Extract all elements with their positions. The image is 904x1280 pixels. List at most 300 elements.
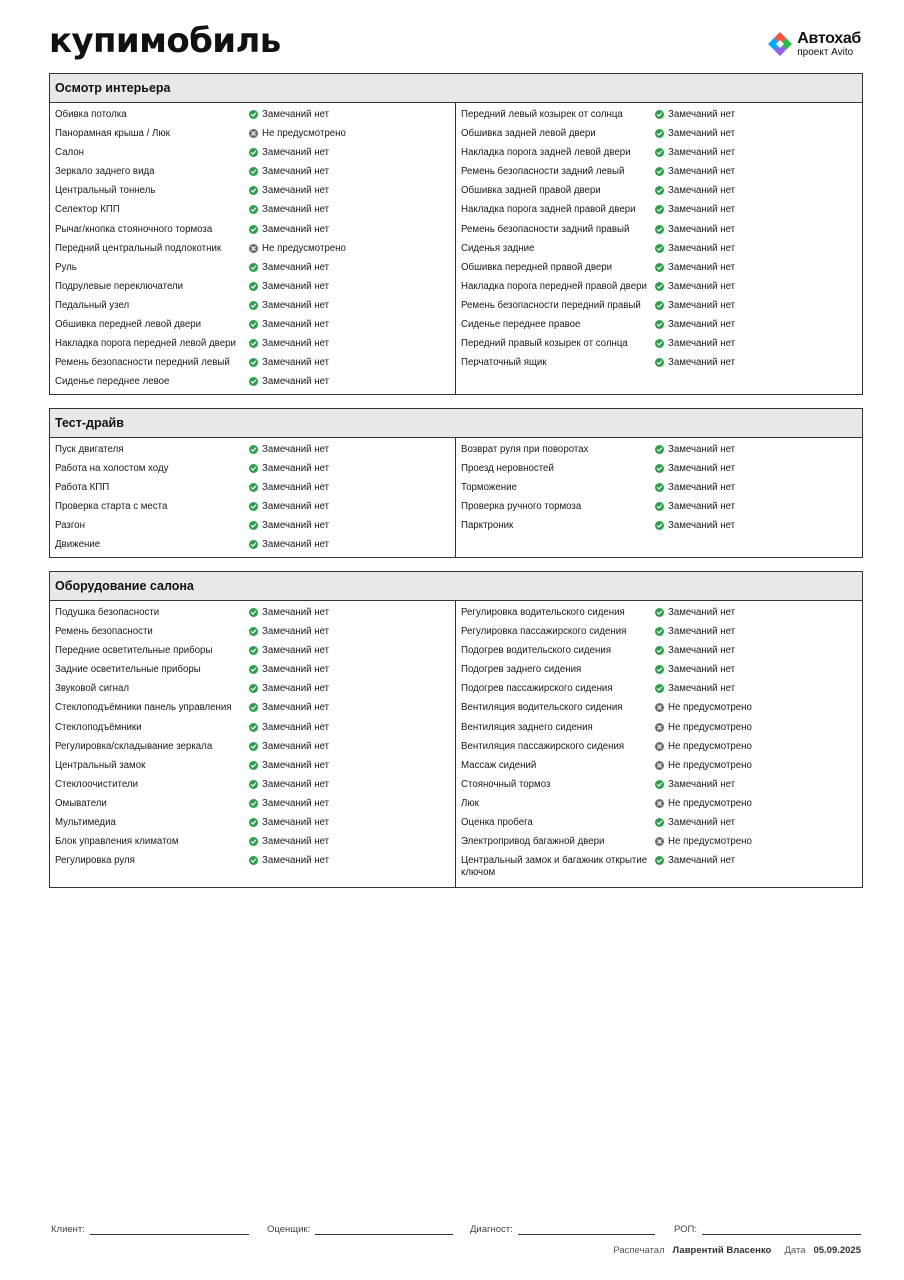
status-text: Замечаний нет [262,299,330,311]
check-circle-icon [249,483,258,492]
date-label: Дата [784,1245,806,1256]
item-label: Накладка порога задней правой двери [461,204,636,216]
item-label: Вентиляция заднего сидения [461,721,593,733]
item-status [249,741,329,759]
checklist-row [456,184,862,203]
partner-subtitle: проект Avito [797,46,854,58]
item-status [249,683,329,701]
item-status [655,741,752,759]
checklist-row [50,797,455,816]
item-status [249,836,329,854]
check-circle-icon [655,665,664,674]
status-text: Замечаний нет [262,539,330,551]
checklist-row [50,663,455,682]
item-status [249,204,329,222]
check-circle-icon [655,483,664,492]
item-status [655,683,735,701]
status-text: Не предусмотрено [668,721,752,733]
section-title: Тест-драйв [50,409,862,438]
item-label: Передний левый козырек от солнца [461,109,623,120]
check-circle-icon [655,521,664,530]
status-text: Замечаний нет [262,204,330,216]
diagnost-label: Диагност: [470,1224,513,1235]
checklist-row [50,606,455,625]
item-status [655,482,735,500]
check-circle-icon [249,608,258,617]
item-status [249,722,329,740]
checklist-row [50,242,455,261]
item-status [655,501,735,519]
status-text: Замечаний нет [262,645,330,657]
checklist-row [50,854,455,873]
status-text: Замечаний нет [262,185,330,197]
rop-signature-line [702,1222,861,1235]
status-text: Замечаний нет [262,338,330,350]
checklist-row [456,443,862,462]
checklist-row [50,280,455,299]
item-label: Сиденья задние [461,242,535,254]
item-status [655,626,735,644]
print-date: 05.09.2025 [813,1245,861,1256]
status-text: Не предусмотрено [262,128,346,140]
item-status [249,501,329,519]
item-status [655,185,735,203]
check-circle-icon [249,186,258,195]
check-circle-icon [249,110,258,119]
check-circle-icon [249,377,258,386]
check-circle-icon [655,148,664,157]
status-text: Замечаний нет [262,778,330,790]
check-circle-icon [249,205,258,214]
check-circle-icon [655,282,664,291]
checklist-row [50,500,455,519]
status-text: Не предусмотрено [668,797,752,809]
status-text: Замечаний нет [668,607,736,618]
item-status [249,338,329,356]
item-label: Ремень безопасности [55,626,153,638]
item-label: Блок управления климатом [55,836,179,848]
checklist-row [456,318,862,337]
check-circle-icon [655,818,664,827]
status-text: Замечаний нет [668,520,736,532]
item-status [655,243,735,261]
item-label: Регулировка/складывание зеркала [55,740,213,752]
status-text: Замечаний нет [262,147,330,159]
item-status [655,357,735,375]
checklist-row [50,701,455,720]
item-label: Проверка старта с места [55,501,168,513]
check-circle-icon [249,167,258,176]
status-text: Замечаний нет [262,836,330,848]
item-status [249,482,329,500]
partner-name: Автохаб [797,29,861,47]
brand-logo: купимобиль [49,21,281,61]
item-label: Подрулевые переключатели [55,280,184,292]
check-circle-icon [249,665,258,674]
check-circle-icon [249,723,258,732]
item-status [655,760,752,778]
checklist-row [456,299,862,318]
checklist-row [50,337,455,356]
item-status [249,166,329,184]
item-label: Обшивка задней левой двери [461,128,596,140]
item-status [655,520,735,538]
item-label: Ремень безопасности задний левый [461,166,625,178]
status-text: Замечаний нет [262,280,330,292]
checklist-row [456,462,862,481]
status-text: Замечаний нет [668,357,736,369]
item-label: Регулировка пассажирского сидения [461,626,627,638]
section-title: Оборудование салона [50,572,862,601]
item-label: Центральный тоннель [55,185,156,197]
checklist-row [50,165,455,184]
item-label: Вентиляция пассажирского сидения [461,740,625,752]
item-label: Педальный узел [55,299,130,311]
item-label: Звуковой сигнал [55,683,130,695]
printed-label: Распечатал [613,1245,665,1256]
appraiser-signature-line [315,1222,453,1235]
checklist-row [456,682,862,701]
checklist-row [456,778,862,797]
item-status [249,147,329,165]
item-label: Обшивка задней правой двери [461,185,601,197]
status-text: Замечаний нет [668,204,736,216]
item-status [655,319,735,337]
item-label: Стеклоочистители [55,778,138,790]
checklist-row [50,644,455,663]
item-label: Вентиляция водительского сидения [461,702,623,714]
checklist-row [50,778,455,797]
checklist-row [456,835,862,854]
checklist-row [456,261,862,280]
status-text: Замечаний нет [668,683,736,695]
checklist-row [50,538,455,557]
check-circle-icon [655,445,664,454]
item-label: Центральный замок [55,759,146,771]
status-text: Замечаний нет [668,109,736,120]
item-label: Оценка пробега [461,817,533,829]
item-status [655,779,735,797]
status-text: Замечаний нет [262,501,330,513]
checklist-row [456,759,862,778]
item-label: Электропривод багажной двери [461,836,605,848]
status-text: Замечаний нет [668,626,736,638]
item-status [655,607,735,625]
check-circle-icon [655,780,664,789]
checklist-row [456,797,862,816]
client-label: Клиент: [51,1224,85,1235]
check-circle-icon [249,761,258,770]
item-status [249,607,329,625]
item-label: Накладка порога задней левой двери [461,147,631,159]
item-label: Руль [55,261,77,273]
check-circle-icon [249,684,258,693]
item-label: Накладка порога передней правой двери [461,280,647,292]
check-circle-icon [655,167,664,176]
checklist-row [50,759,455,778]
checklist-row [50,223,455,242]
item-label: Стеклоподъёмники панель управления [55,702,232,714]
item-label: Мультимедиа [55,817,116,829]
item-label: Подогрев пассажирского сидения [461,683,613,695]
status-text: Замечаний нет [262,482,330,494]
item-status [655,855,735,879]
checklist-row [456,280,862,299]
item-status [249,243,346,261]
checklist-row [456,740,862,759]
checklist-row [50,318,455,337]
item-label: Селектор КПП [55,204,120,216]
checklist-row [456,242,862,261]
check-circle-icon [655,339,664,348]
checklist-row [50,740,455,759]
checklist-row [456,854,862,879]
check-circle-icon [249,627,258,636]
item-label: Омыватели [55,797,107,809]
check-circle-icon [655,320,664,329]
page-header [49,18,863,66]
item-status [249,817,329,835]
status-text: Замечаний нет [668,319,736,331]
checklist-row [456,500,862,519]
item-label: Подушка безопасности [55,607,160,618]
item-label: Работа на холостом ходу [55,463,169,475]
checklist-row [456,146,862,165]
status-text: Замечаний нет [668,645,736,657]
check-circle-icon [249,282,258,291]
item-status [655,722,752,740]
item-status [249,376,329,394]
check-circle-icon [249,837,258,846]
status-text: Замечаний нет [668,482,736,494]
item-status [655,836,752,854]
item-label: Стеклоподъёмники [55,721,142,733]
check-circle-icon [249,818,258,827]
section-test-drive [49,408,863,558]
item-label: Работа КПП [55,482,110,494]
checklist-row [50,108,455,127]
status-text: Замечаний нет [262,740,330,752]
item-status [249,520,329,538]
check-circle-icon [655,502,664,511]
item-status [249,357,329,375]
check-circle-icon [249,445,258,454]
item-label: Панорамная крыша / Люк [55,128,170,140]
check-circle-icon [655,358,664,367]
check-circle-icon [655,244,664,253]
check-circle-icon [655,129,664,138]
item-status [249,779,329,797]
checklist-row [50,261,455,280]
appraiser-label: Оценщик: [267,1224,311,1235]
status-text: Замечаний нет [668,223,736,235]
item-status [655,109,735,127]
item-status [249,760,329,778]
item-status [249,645,329,663]
item-label: Перчаточный ящик [461,357,547,369]
check-circle-icon [655,627,664,636]
checklist-row [50,184,455,203]
item-label: Салон [55,147,84,159]
status-text: Замечаний нет [262,166,330,178]
section-interior [49,73,863,395]
check-circle-icon [249,540,258,549]
diagnost-signature-line [518,1222,655,1235]
checklist-row [456,721,862,740]
status-text: Замечаний нет [262,357,330,369]
item-label: Торможение [461,482,517,494]
check-circle-icon [655,464,664,473]
item-status [655,463,735,481]
status-text: Не предусмотрено [668,740,752,752]
check-circle-icon [249,225,258,234]
item-label: Сиденье переднее левое [55,376,170,388]
item-label: Обшивка передней левой двери [55,319,202,331]
item-label: Люк [461,797,479,809]
status-text: Замечаний нет [668,185,736,197]
checklist-row [50,625,455,644]
item-status [655,224,735,242]
item-label: Обивка потолка [55,109,127,120]
checklist-row [50,721,455,740]
status-text: Замечаний нет [668,299,736,311]
checklist-row [456,127,862,146]
status-text: Замечаний нет [668,261,736,273]
status-text: Замечаний нет [668,501,736,513]
item-label: Возврат руля при поворотах [461,444,589,455]
status-text: Замечаний нет [262,607,330,618]
checklist-row [456,816,862,835]
item-label: Центральный замок и багажник открытие ключом [461,855,648,879]
status-text: Не предусмотрено [668,702,752,714]
item-status [249,262,329,280]
status-text: Замечаний нет [668,242,736,254]
item-status [655,204,735,222]
column-left [50,438,456,557]
checklist-row [456,108,862,127]
status-text: Замечаний нет [262,444,330,455]
item-status [249,319,329,337]
check-circle-icon [249,464,258,473]
status-text: Замечаний нет [668,147,736,159]
item-status [655,300,735,318]
item-status [249,539,329,557]
status-text: Замечаний нет [668,664,736,676]
client-signature-line [90,1222,249,1235]
item-status [249,444,329,462]
item-label: Проверка ручного тормоза [461,501,582,513]
item-status [655,281,735,299]
check-circle-icon [655,225,664,234]
check-circle-icon [655,646,664,655]
item-label: Обшивка передней правой двери [461,261,613,273]
item-label: Рычаг/кнопка стояночного тормоза [55,223,213,235]
item-status [655,664,735,682]
cross-circle-icon [249,244,258,253]
check-circle-icon [249,780,258,789]
status-text: Не предусмотрено [668,759,752,771]
avtohab-logo-icon [767,31,793,57]
status-text: Замечаний нет [262,797,330,809]
item-status [655,645,735,663]
item-label: Проезд неровностей [461,463,554,475]
item-label: Ремень безопасности передний правый [461,299,641,311]
item-status [655,128,735,146]
item-status [655,702,752,720]
status-text: Замечаний нет [668,855,736,867]
print-info [613,1245,861,1256]
cross-circle-icon [249,129,258,138]
check-circle-icon [249,339,258,348]
item-label: Стояночный тормоз [461,778,551,790]
check-circle-icon [655,186,664,195]
item-label: Регулировка водительского сидения [461,607,625,618]
item-label: Разгон [55,520,85,532]
status-text: Замечаний нет [262,721,330,733]
status-text: Замечаний нет [262,855,330,867]
check-circle-icon [655,608,664,617]
check-circle-icon [249,703,258,712]
checklist-row [50,127,455,146]
item-status [249,128,346,146]
item-status [249,463,329,481]
item-label: Движение [55,539,101,551]
check-circle-icon [249,646,258,655]
item-status [249,855,329,873]
column-right [456,601,862,887]
check-circle-icon [249,358,258,367]
item-status [655,798,752,816]
status-text: Замечаний нет [668,338,736,350]
item-status [249,300,329,318]
checklist-row [456,625,862,644]
check-circle-icon [655,684,664,693]
status-text: Замечаний нет [262,319,330,331]
item-status [655,147,735,165]
checklist-row [456,701,862,720]
status-text: Замечаний нет [262,520,330,532]
checklist-row [50,682,455,701]
status-text: Замечаний нет [262,702,330,714]
checklist-row [50,146,455,165]
check-circle-icon [655,205,664,214]
item-label: Парктроник [461,520,514,532]
item-label: Накладка порога передней левой двери [55,338,236,350]
status-text: Замечаний нет [262,817,330,829]
checklist-row [456,223,862,242]
check-circle-icon [249,263,258,272]
section-cabin-equipment [49,571,863,888]
status-text: Замечаний нет [668,166,736,178]
printed-by: Лаврентий Власенко [672,1245,772,1256]
check-circle-icon [249,856,258,865]
status-text: Замечаний нет [262,376,330,388]
section-title: Осмотр интерьера [50,74,862,103]
item-label: Подогрев водительского сидения [461,645,611,657]
item-label: Массаж сидений [461,759,537,771]
status-text: Замечаний нет [668,463,736,475]
checklist-row [456,606,862,625]
item-status [249,798,329,816]
checklist-row [456,644,862,663]
item-status [655,338,735,356]
status-text: Замечаний нет [668,128,736,140]
item-label: Пуск двигателя [55,444,124,455]
check-circle-icon [249,148,258,157]
status-text: Не предусмотрено [262,242,346,254]
cross-circle-icon [655,837,664,846]
status-text: Замечаний нет [262,109,330,120]
